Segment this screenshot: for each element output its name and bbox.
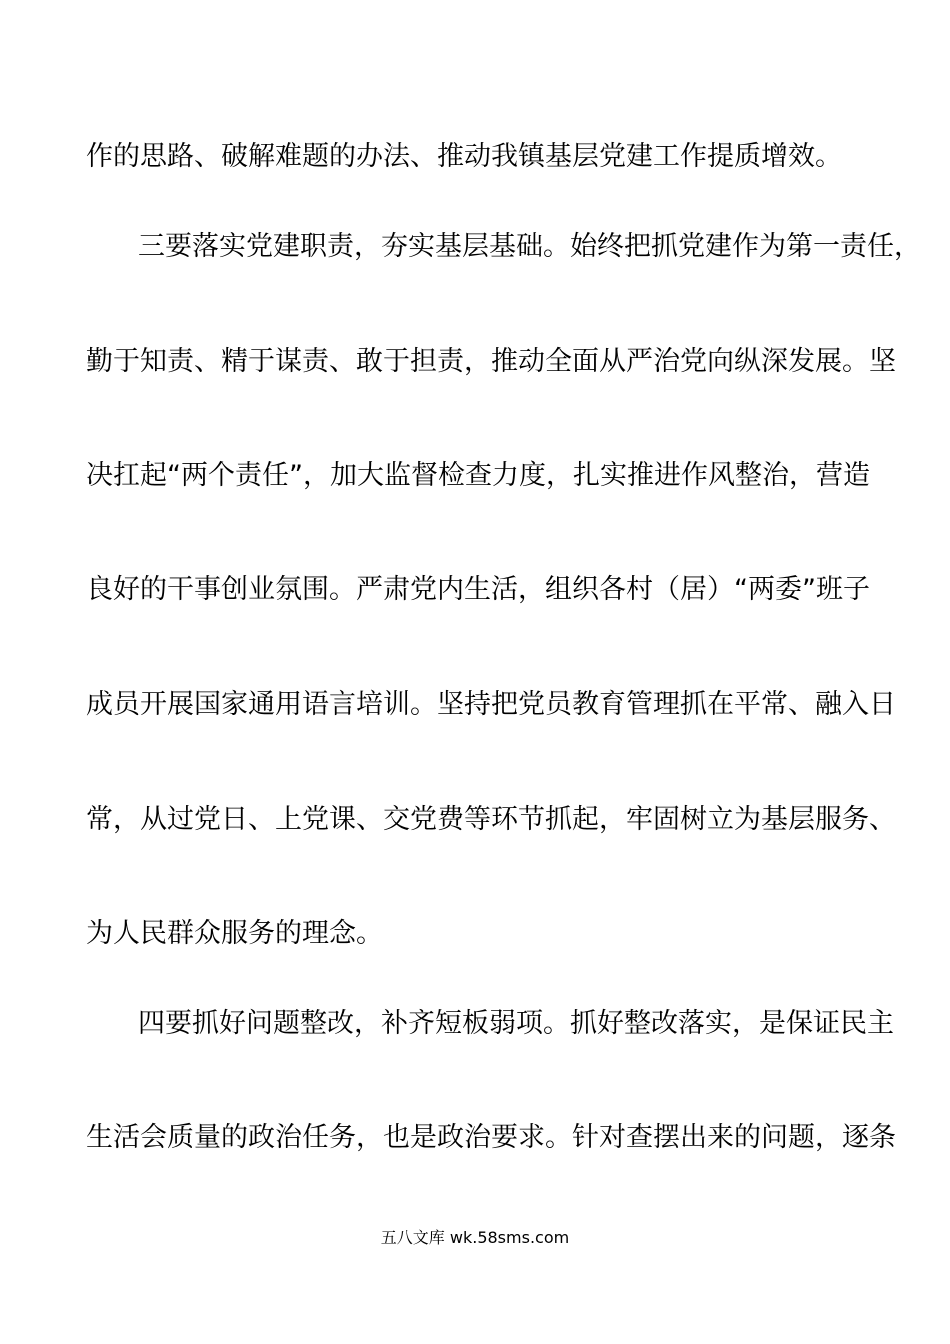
- text-line: 生活会质量的政治任务，也是政治要求。针对查摆出来的问题，逐条: [86, 1122, 896, 1153]
- paragraph-start-line: 三要落实党建职责，夯实基层基础。始终把抓党建作为第一责任，: [138, 231, 921, 262]
- text-line: 良好的干事创业氛围。严肃党内生活，组织各村（居）“两委”班子: [86, 574, 870, 605]
- text-line: 决扛起“两个责任”，加大监督检查力度，扎实推进作风整治，营造: [86, 460, 870, 491]
- page-footer: 五八文库 wk.58sms.com: [380, 1228, 570, 1247]
- text-line: 勤于知责、精于谋责、敢于担责，推动全面从严治党向纵深发展。坚: [86, 346, 896, 377]
- paragraph-start-line: 四要抓好问题整改，补齐短板弱项。抓好整改落实，是保证民主: [138, 1008, 894, 1039]
- text-line: 常，从过党日、上党课、交党费等环节抓起，牢固树立为基层服务、: [86, 804, 896, 835]
- text-line: 成员开展国家通用语言培训。坚持把党员教育管理抓在平常、融入日: [86, 689, 896, 720]
- text-line: 作的思路、破解难题的办法、推动我镇基层党建工作提质增效。: [86, 141, 842, 172]
- text-line: 为人民群众服务的理念。: [86, 918, 383, 949]
